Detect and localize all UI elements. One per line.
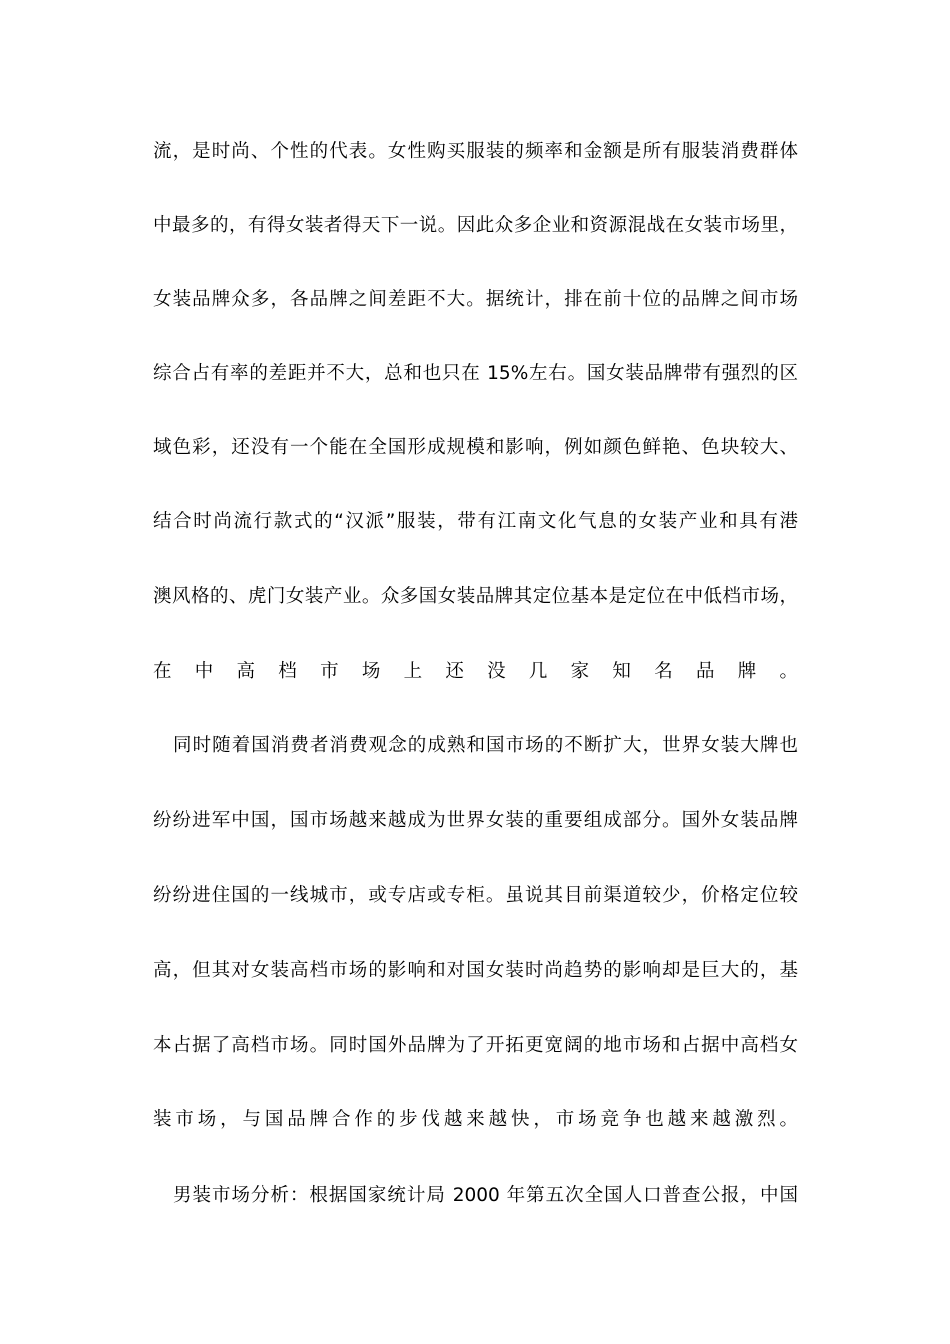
- text-line-2: 中最多的，有得女装者得天下一说。因此众多企业和资源混战在女装市场里，: [153, 215, 798, 236]
- text-line-11: 纷纷进住国的一线城市，或专店或专柜。虽说其目前渠道较少，价格定位较: [153, 885, 798, 906]
- text-line-6: 结合时尚流行款式的“汉派”服装，带有江南文化气息的女装产业和具有港: [153, 511, 798, 532]
- text-line-14: 装市场，与国品牌合作的步伐越来越快，市场竞争也越来越激烈。: [153, 1109, 798, 1130]
- text-line-13: 本占据了高档市场。同时国外品牌为了开拓更宽阔的地市场和占据中高档女: [153, 1035, 798, 1056]
- text-line-15: 男装市场分析：根据国家统计局 2000 年第五次全国人口普查公报，中国: [173, 1185, 798, 1206]
- text-line-9: 同时随着国消费者消费观念的成熟和国市场的不断扩大，世界女装大牌也: [173, 735, 798, 756]
- text-line-5: 域色彩，还没有一个能在全国形成规模和影响，例如颜色鲜艳、色块较大、: [153, 437, 798, 458]
- text-line-12: 高，但其对女装高档市场的影响和对国女装时尚趋势的影响却是巨大的，基: [153, 960, 798, 981]
- text-line-8: 在中高档市场上还没几家知名品牌。: [153, 661, 798, 682]
- text-line-7: 澳风格的、虎门女装产业。众多国女装品牌其定位基本是定位在中低档市场，: [153, 586, 798, 607]
- text-line-10: 纷纷进军中国，国市场越来越成为世界女装的重要组成部分。国外女装品牌: [153, 810, 798, 831]
- text-line-3: 女装品牌众多，各品牌之间差距不大。据统计，排在前十位的品牌之间市场: [153, 289, 798, 310]
- text-line-4: 综合占有率的差距并不大，总和也只在 15%左右。国女装品牌带有强烈的区: [153, 363, 798, 384]
- text-line-1: 流，是时尚、个性的代表。女性购买服装的频率和金额是所有服装消费群体: [153, 141, 798, 162]
